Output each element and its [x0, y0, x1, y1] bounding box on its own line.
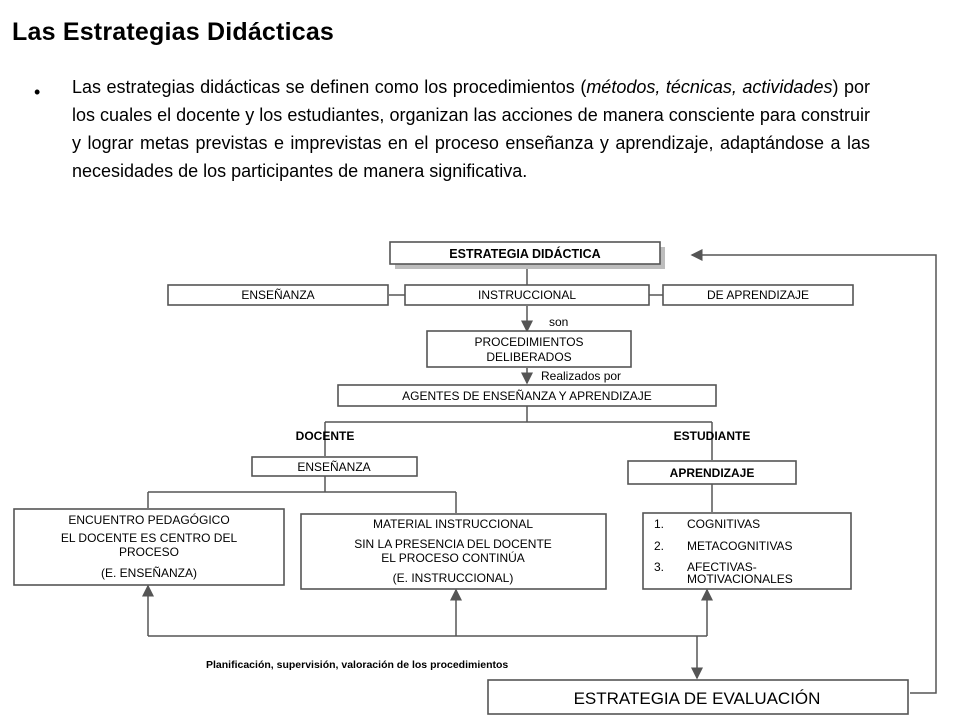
root-label: ESTRATEGIA DIDÁCTICA: [449, 247, 601, 261]
definition-part-2: ) por los cuales el docente y los estudiantes, organizan las acciones de manera consciente para construir y lograr metas previstas e imprevistas en el proceso enseñanza y aprendizaje, adaptándose a las necesidades de los participantes de manera significativa.: [72, 77, 870, 181]
definition-italic: métodos, técnicas, actividades: [586, 77, 833, 97]
aprendizaje-item-2: METACOGNITIVAS: [687, 539, 793, 553]
material-line-3: EL PROCESO CONTINÚA: [381, 551, 525, 565]
type-label-instruccional: INSTRUCCIONAL: [477, 288, 577, 302]
type-label-aprendizaje: DE APRENDIZAJE: [706, 288, 810, 302]
estudiante-label: ESTUDIANTE: [673, 429, 751, 443]
encuentro-line-1: ENCUENTRO PEDAGÓGICO: [68, 513, 230, 527]
type-label-ensenanza: ENSEÑANZA: [241, 288, 315, 302]
evaluacion-box: [488, 680, 908, 714]
procedimientos-line-1: PROCEDIMIENTOS: [474, 335, 584, 349]
type-box-instruccional: [405, 285, 649, 305]
material-line-1: MATERIAL INSTRUCCIONAL: [372, 517, 534, 531]
agentes-box: [338, 385, 716, 406]
encuentro-line-4: (E. ENSEÑANZA): [100, 566, 198, 580]
son-label: son: [549, 315, 569, 329]
aprendizaje-num-1: 1.: [654, 517, 665, 531]
encuentro-line-3: PROCESO: [118, 545, 180, 559]
estudiante-aprendizaje-label: APRENDIZAJE: [669, 466, 755, 480]
bullet-marker: •: [34, 82, 41, 102]
encuentro-line-2: EL DOCENTE ES CENTRO DEL: [60, 531, 238, 545]
aprendizaje-num-3: 3.: [654, 560, 665, 574]
aprendizaje-num-2: 2.: [654, 539, 665, 553]
realizados-label: Realizados por: [541, 369, 622, 383]
aprendizaje-list-box: [643, 513, 851, 589]
slide-title: Las Estrategias Didácticas: [12, 18, 335, 46]
type-box-aprendizaje: [663, 285, 853, 305]
planificacion-label: Planificación, supervisión, valoración de los procedimientos: [206, 659, 509, 671]
aprendizaje-item-3a: AFECTIVAS-: [687, 560, 757, 574]
type-box-ensenanza: [168, 285, 388, 305]
agentes-label: AGENTES DE ENSEÑANZA Y APRENDIZAJE: [402, 389, 652, 403]
estudiante-aprendizaje-box: [628, 461, 796, 484]
docente-label: DOCENTE: [295, 429, 355, 443]
root-box: [390, 242, 665, 269]
docente-ensenanza-box: [252, 457, 417, 476]
material-line-4: (E. INSTRUCCIONAL): [392, 571, 514, 585]
procedimientos-line-2: DELIBERADOS: [486, 350, 572, 364]
procedimientos-box: [427, 331, 631, 367]
evaluacion-label: ESTRATEGIA DE EVALUACIÓN: [573, 689, 821, 708]
aprendizaje-item-1: COGNITIVAS: [687, 517, 761, 531]
material-box: [301, 514, 606, 589]
encuentro-box: [14, 509, 284, 585]
docente-ensenanza-label: ENSEÑANZA: [297, 460, 371, 474]
definition-part-1: Las estrategias didácticas se definen como los procedimientos (: [72, 77, 587, 97]
material-line-2: SIN LA PRESENCIA DEL DOCENTE: [354, 537, 552, 551]
aprendizaje-item-3b: MOTIVACIONALES: [687, 572, 793, 586]
